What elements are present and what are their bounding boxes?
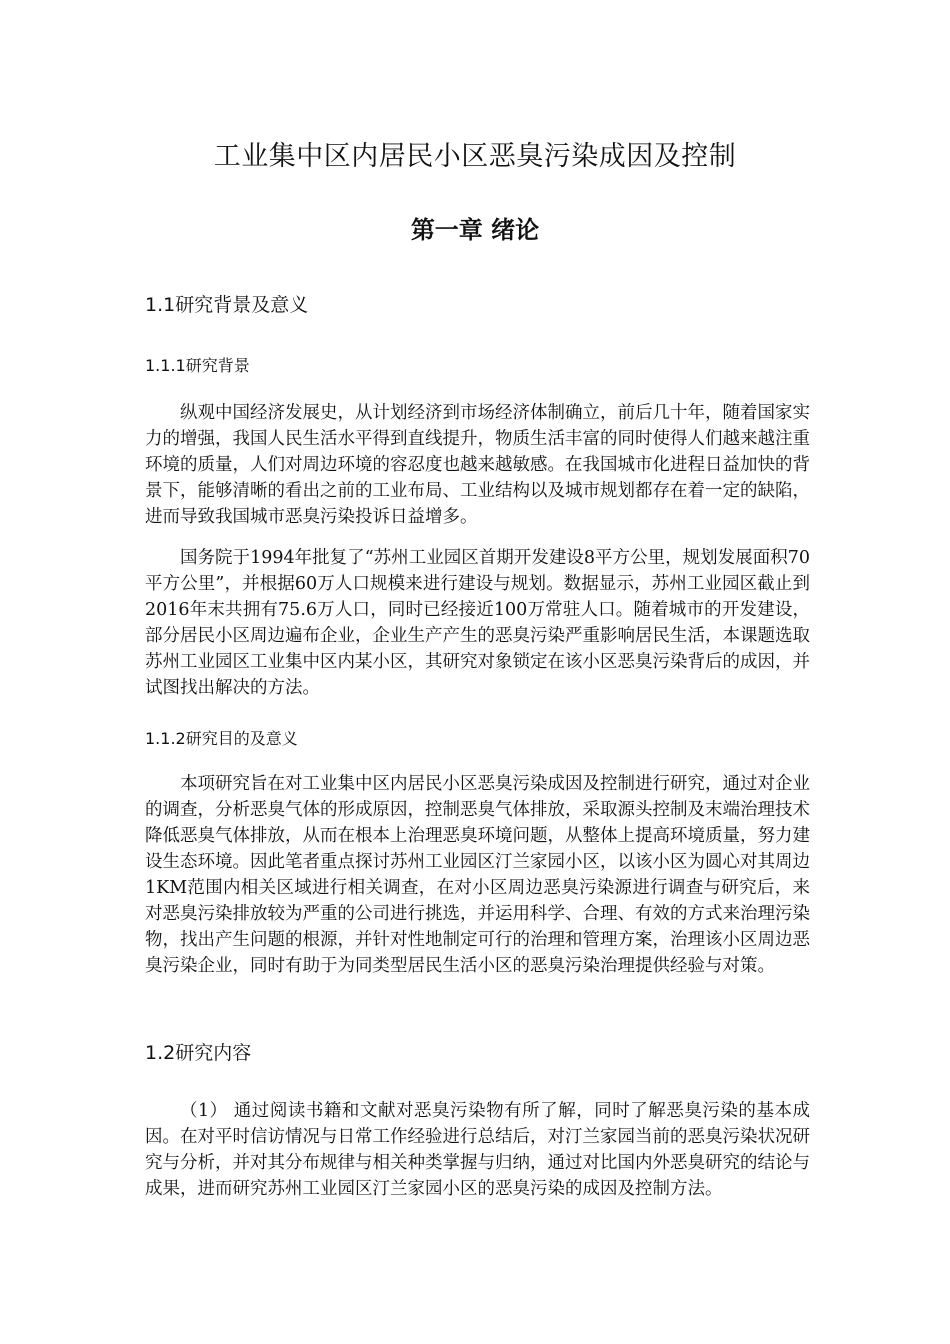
- paragraph-research-content-1: （1） 通过阅读书籍和文献对恶臭污染物有所了解，同时了解恶臭污染的基本成因。在对平时信访情况与日常工作经验进行总结后，对汀兰家园当前的恶臭污染状况研究与分析，并对其分布规律与相关种类掌握与归纳，通过对比国内外恶臭研究的结论与成果，进而研究苏州工业园区汀兰家园小区的恶臭污染的成因及控制方法。: [145, 1101, 810, 1199]
- section-heading-1-1: 1.1研究背景及意义: [145, 294, 309, 316]
- paragraph-suzhou-industrial-park: 国务院于1994年批复了“苏州工业园区首期开发建设8平方公里，规划发展面积70平方公里”，并根据60万人口规模来进行建设与规划。数据显示，苏州工业园区截止到2016年末共拥有75.6万人口，同时已经接近100万常驻人口。随着城市的开发建设，部分居民小区周边遍布企业，企业生产产生的恶臭污染严重影响居民生活，本课题选取苏州工业园区工业集中区内某小区，其研究对象锁定在该小区恶臭污染背后的成因，并试图找出解决的方法。: [145, 548, 810, 698]
- document-title: 工业集中区内居民小区恶臭污染成因及控制: [213, 141, 737, 172]
- paragraph-research-background: 纵观中国经济发展史，从计划经济到市场经济体制确立，前后几十年，随着国家实力的增强，我国人民生活水平得到直线提升，物质生活丰富的同时使得人们越来越注重环境的质量，人们对周边环境的容忍度也越来越敏感。在我国城市化进程日益加快的背景下，能够清晰的看出之前的工业布局、工业结构以及城市规划都存在着一定的缺陷，进而导致我国城市恶臭污染投诉日益增多。: [145, 403, 810, 527]
- section-heading-1-2: 1.2研究内容: [145, 1042, 252, 1064]
- chapter-title: 第一章 绪论: [410, 216, 540, 244]
- section-heading-1-1-1: 1.1.1研究背景: [145, 356, 250, 375]
- paragraph-research-purpose: 本项研究旨在对工业集中区内居民小区恶臭污染成因及控制进行研究，通过对企业的调查，分析恶臭气体的形成原因，控制恶臭气体排放，采取源头控制及末端治理技术降低恶臭气体排放，从而在根本上治理恶臭环境问题，从整体上提高环境质量，努力建设生态环境。因此笔者重点探讨苏州工业园区汀兰家园小区，以该小区为圆心对其周边1KM范围内相关区域进行相关调查，在对小区周边恶臭污染源进行调查与研究后，来对恶臭污染排放较为严重的公司进行挑选，并运用科学、合理、有效的方式来治理污染物，找出产生问题的根源，并针对性地制定可行的治理和管理方案，治理该小区周边恶臭污染企业，同时有助于为同类型居民生活小区的恶臭污染治理提供经验与对策。: [145, 774, 810, 976]
- section-heading-1-1-2: 1.1.2研究目的及意义: [145, 729, 298, 748]
